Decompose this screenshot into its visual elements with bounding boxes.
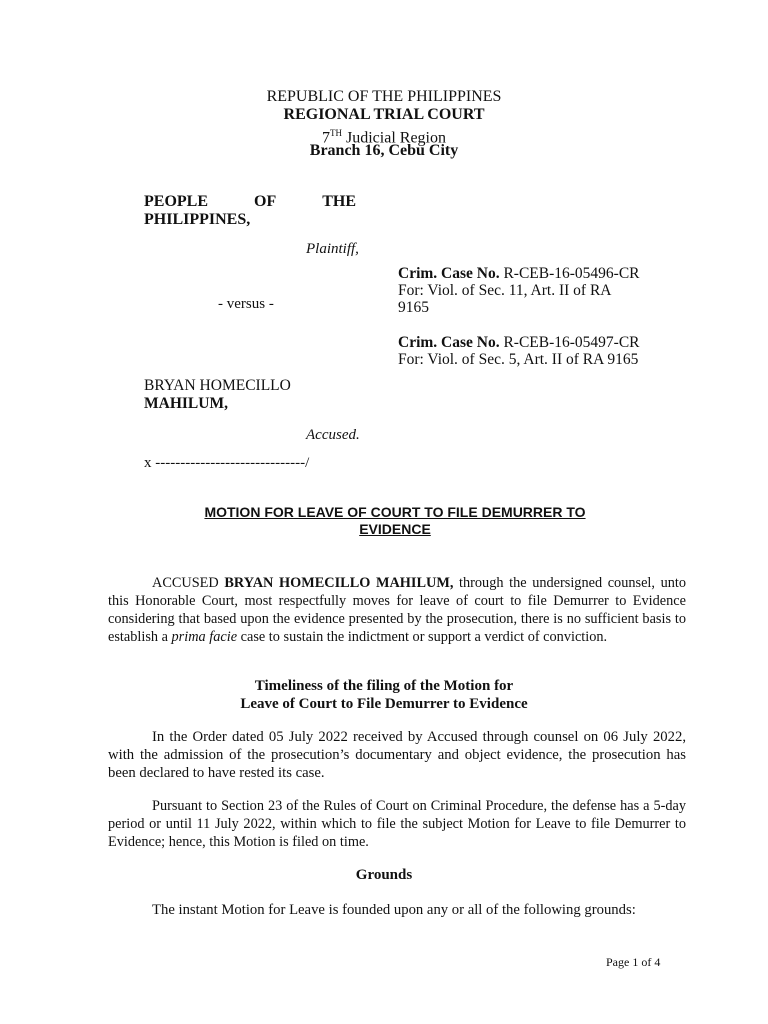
case-1 — [398, 265, 698, 316]
versus-text: - versus - — [218, 296, 274, 312]
plaintiff-name-line2: PHILIPPINES, — [144, 211, 251, 228]
case-2-for-line1: For: Viol. of Sec. 5, Art. II of RA 9165 — [398, 351, 639, 368]
timeliness-heading-line1: Timeliness of the filing of the Motion for — [254, 678, 514, 694]
header-republic: REPUBLIC OF THE PHILIPPINES — [266, 88, 502, 105]
case-1-number: Crim. Case No. R-CEB-16-05496-CR — [398, 265, 640, 282]
accused-role: Accused. — [306, 427, 360, 443]
case-1-for-line1: For: Viol. of Sec. 11, Art. II of RA — [398, 282, 612, 299]
header-court: REGIONAL TRIAL COURT — [283, 106, 485, 123]
header-region: 7TH Judicial Region — [322, 128, 446, 147]
grounds-heading: Grounds — [355, 867, 413, 883]
caption-divider: x ------------------------------/ — [144, 455, 310, 471]
accused-name-line1: BRYAN HOMECILLO — [144, 377, 291, 394]
timeliness-heading-line2: Leave of Court to File Demurrer to Evidence — [240, 696, 528, 712]
motion-title: MOTION FOR LEAVE OF COURT TO FILE DEMURRER TO EVIDENCE — [204, 504, 586, 537]
intro-paragraph: ACCUSED BRYAN HOMECILLO MAHILUM, through the undersigned counsel, unto this Honorable Court, most respectfully moves for leave of court to file Demurrer to Evidence considering that based upon the evidence presented by the prosecution, there is no sufficient basis to establish a prima facie case to sustain the indictment or support a verdict of conviction. — [108, 575, 686, 645]
plaintiff-role: Plaintiff, — [306, 241, 359, 257]
case-2 — [398, 334, 698, 368]
grounds-paragraph: The instant Motion for Leave is founded upon any or all of the following grounds: — [152, 902, 636, 918]
plaintiff-name-line1: PEOPLE OF THE — [144, 193, 356, 210]
header-branch: Branch 16, Cebu City — [309, 142, 459, 159]
timeliness-paragraph-1: In the Order dated 05 July 2022 received by Accused through counsel on 06 July 2022, with the admission of the prosecution’s documentary and object evidence, the prosecution has been declared to have rested its case. — [108, 729, 686, 781]
case-2-number: Crim. Case No. R-CEB-16-05497-CR — [398, 334, 640, 351]
timeliness-paragraph-2: Pursuant to Section 23 of the Rules of Court on Criminal Procedure, the defense has a 5-day period or until 11 July 2022, within which to file the subject Motion for Leave to file Demurrer to Evidence; hence, this Motion is filed on time. — [108, 798, 686, 850]
page-number: Page 1 of 4 — [606, 955, 661, 969]
accused-name-line2: MAHILUM, — [144, 395, 228, 412]
case-1-for-line2: 9165 — [398, 299, 429, 316]
